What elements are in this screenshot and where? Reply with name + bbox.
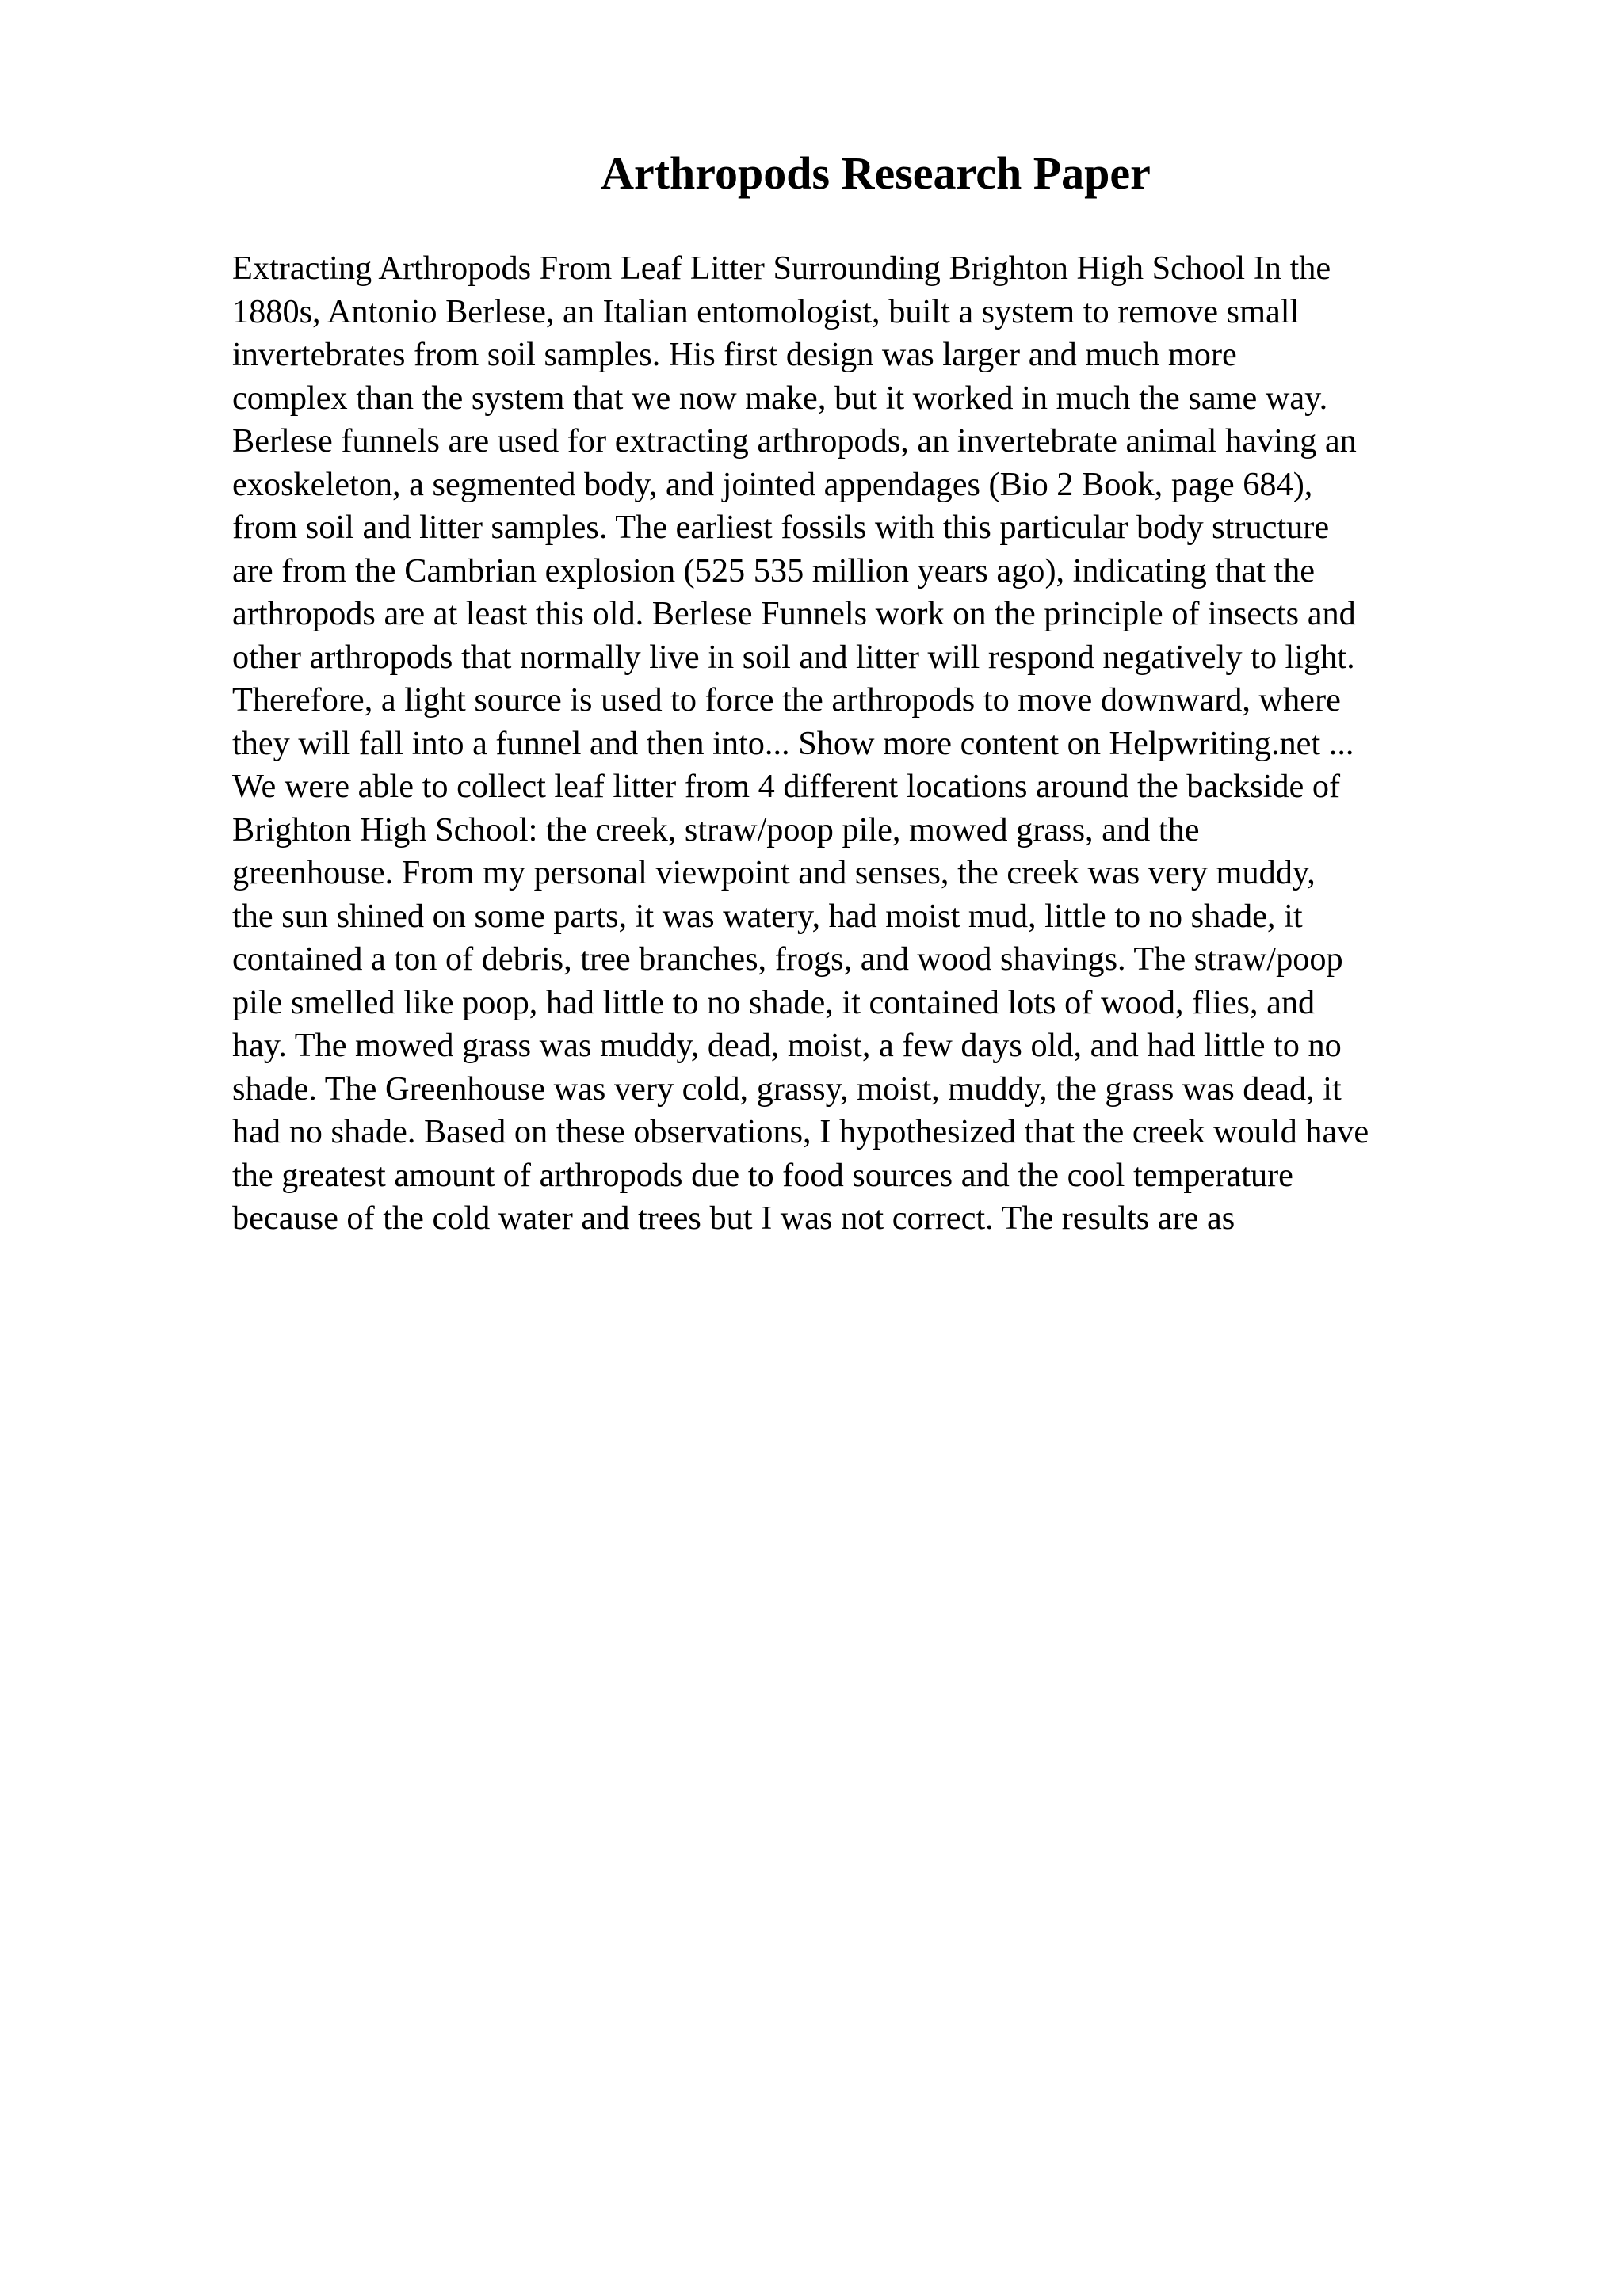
body-line: We were able to collect leaf litter from 4 different locations around the backside of bbox=[232, 768, 1341, 805]
document-body bbox=[232, 247, 1500, 1241]
body-line: pile smelled like poop, had little to no shade, it contained lots of wood, flies, and bbox=[232, 983, 1316, 1021]
body-line: arthropods are at least this old. Berlese Funnels work on the principle of insects and bbox=[232, 595, 1356, 632]
document-title: Arthropods Research Paper bbox=[601, 147, 1151, 199]
body-line: Extracting Arthropods From Leaf Litter Surrounding Brighton High School In the bbox=[232, 250, 1331, 287]
body-line: 1880s, Antonio Berlese, an Italian entomologist, built a system to remove small bbox=[232, 292, 1300, 330]
body-line: Brighton High School: the creek, straw/poop pile, mowed grass, and the bbox=[232, 810, 1200, 849]
body-line: exoskeleton, a segmented body, and jointed appendages (Bio 2 Book, page 684), bbox=[232, 465, 1313, 503]
body-line: contained a ton of debris, tree branches, frogs, and wood shavings. The straw/poop bbox=[232, 940, 1343, 978]
body-line: hay. The mowed grass was muddy, dead, moist, a few days old, and had little to no bbox=[232, 1027, 1342, 1064]
body-line: had no shade. Based on these observations, I hypothesized that the creek would have bbox=[232, 1113, 1369, 1150]
body-line: Berlese funnels are used for extracting arthropods, an invertebrate animal having an bbox=[232, 422, 1357, 460]
body-line: invertebrates from soil samples. His first design was larger and much more bbox=[232, 336, 1237, 373]
body-line: they will fall into a funnel and then into... Show more content on Helpwriting.net ... bbox=[232, 724, 1354, 762]
body-line: greenhouse. From my personal viewpoint and senses, the creek was very muddy, bbox=[232, 854, 1316, 891]
body-line: other arthropods that normally live in soil and litter will respond negatively to light. bbox=[232, 638, 1355, 676]
body-line: because of the cold water and trees but I was not correct. The results are as bbox=[232, 1199, 1235, 1237]
body-line: Therefore, a light source is used to force the arthropods to move downward, where bbox=[232, 681, 1341, 719]
body-line: the greatest amount of arthropods due to food sources and the cool temperature bbox=[232, 1156, 1293, 1194]
body-line: the sun shined on some parts, it was watery, had moist mud, little to no shade, it bbox=[232, 897, 1303, 935]
body-line: from soil and litter samples. The earliest fossils with this particular body structure bbox=[232, 509, 1330, 546]
body-line: shade. The Greenhouse was very cold, grassy, moist, muddy, the grass was dead, it bbox=[232, 1070, 1342, 1108]
body-line: are from the Cambrian explosion (525 535 million years ago), indicating that the bbox=[232, 551, 1316, 589]
body-line: complex than the system that we now make, but it worked in much the same way. bbox=[232, 379, 1328, 417]
